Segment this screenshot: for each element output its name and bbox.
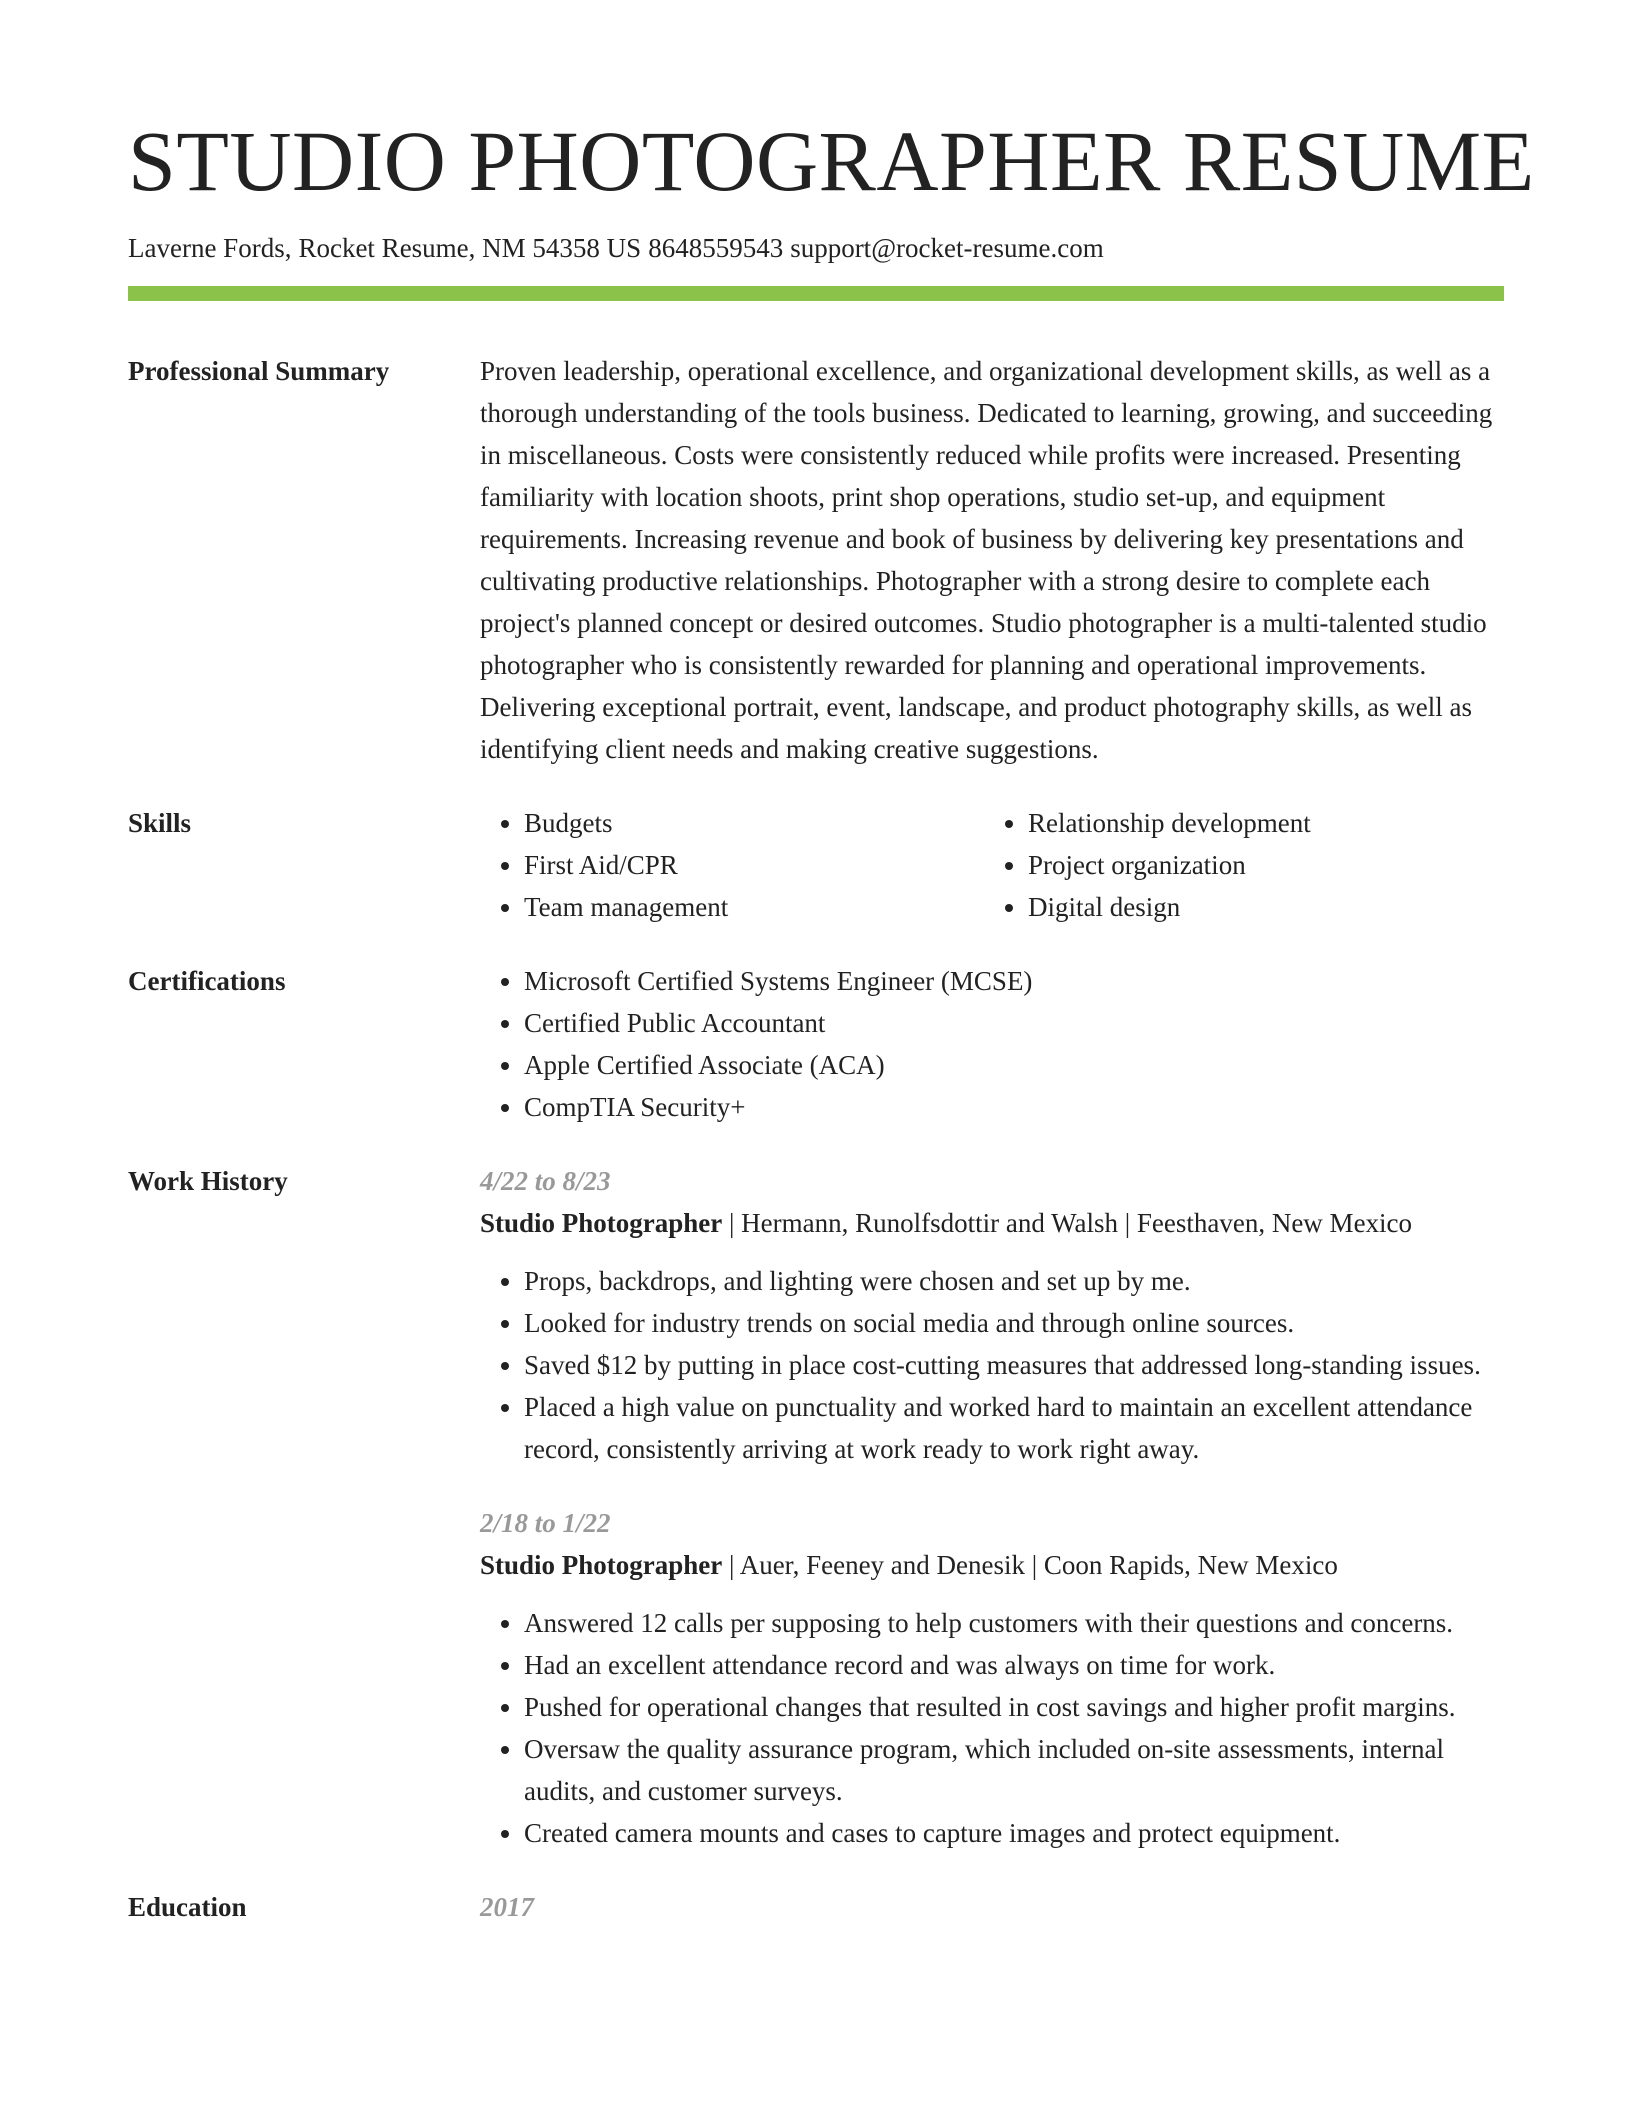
skill-item: • Project organization (1028, 844, 1488, 886)
job-dates: 4/22 to 8/23 (480, 1166, 611, 1196)
certification-item: • Certified Public Accountant (524, 1002, 1504, 1044)
section-body (480, 1886, 1504, 1928)
job-title: Studio Photographer (480, 1208, 723, 1238)
contact-name: Laverne Fords, (128, 233, 292, 263)
skill-item: • Budgets (524, 802, 984, 844)
header-divider (128, 286, 1504, 301)
job-entry (480, 1160, 1504, 1470)
contact-line (128, 232, 1104, 264)
job-bullet: • Pushed for operational changes that resulted in cost savings and higher profit margins. (524, 1686, 1504, 1728)
job-details: | Auer, Feeney and Denesik | Coon Rapids, New Mexico (722, 1550, 1338, 1580)
contact-email: support@rocket-resume.com (790, 233, 1104, 263)
certification-item: • Microsoft Certified Systems Engineer (MCSE) (524, 960, 1504, 1002)
skill-item: • Relationship development (1028, 802, 1488, 844)
job-bullets (480, 1602, 1504, 1854)
job-title: Studio Photographer (480, 1550, 723, 1580)
job-dates: 2/18 to 1/22 (480, 1508, 611, 1538)
section-label: Education (128, 1892, 247, 1922)
contact-phone: 8648559543 (648, 233, 784, 263)
section-certifications (128, 960, 1504, 1128)
section-skills (128, 802, 1504, 928)
skill-item: • Digital design (1028, 886, 1488, 928)
section-label: Professional Summary (128, 356, 390, 386)
section-professional-summary (128, 350, 1504, 770)
job-bullet: • Looked for industry trends on social media and through online sources. (524, 1302, 1504, 1344)
job-details: | Hermann, Runolfsdottir and Walsh | Feesthaven, New Mexico (722, 1208, 1413, 1238)
skill-item: • Team management (524, 886, 984, 928)
section-body (480, 960, 1504, 1128)
resume-sections (128, 350, 1504, 1928)
job-bullet: • Placed a high value on punctuality and worked hard to maintain an excellent attendance record, consistently arriving at work ready to work right away. (524, 1386, 1504, 1470)
certification-item: • Apple Certified Associate (ACA) (524, 1044, 1504, 1086)
section-education (128, 1886, 1504, 1928)
section-label: Skills (128, 808, 192, 838)
certifications-list (480, 960, 1504, 1128)
job-bullet: • Saved $12 by putting in place cost-cutting measures that addressed long-standing issues. (524, 1344, 1504, 1386)
section-body (480, 350, 1504, 770)
section-body (480, 1160, 1504, 1886)
job-bullet: • Oversaw the quality assurance program, which included on-site assessments, internal audits, and customer surveys. (524, 1728, 1504, 1812)
skill-item: • First Aid/CPR (524, 844, 984, 886)
job-heading (480, 1544, 1504, 1586)
contact-address: Rocket Resume, NM 54358 US (298, 233, 642, 263)
job-bullet: • Answered 12 calls per supposing to help customers with their questions and concerns. (524, 1602, 1504, 1644)
job-bullet: • Had an excellent attendance record and was always on time for work. (524, 1644, 1504, 1686)
certification-item: • CompTIA Security+ (524, 1086, 1504, 1128)
education-dates: 2017 (480, 1892, 534, 1922)
section-label: Certifications (128, 966, 286, 996)
summary-text: Proven leadership, operational excellence, and organizational development skills, as well as a thorough understanding of the tools business. Dedicated to learning, growing, and succeeding in miscellaneous. Costs were consistently reduced while profits were increased. Presenting familiarity with location shoots, print shop operations, studio set-up, and equipment requirements. Increasing revenue and book of business by delivering key presentations and cultivating productive relationships. Photographer with a strong desire to complete each project's planned concept or desired outcomes. Studio photographer is a multi-talented studio photographer who is consistently rewarded for planning and operational improvements. Delivering exceptional portrait, event, landscape, and product photography skills, as well as identifying client needs and making creative suggestions. (480, 356, 1493, 764)
job-bullet: • Props, backdrops, and lighting were chosen and set up by me. (524, 1260, 1504, 1302)
section-work-history (128, 1160, 1504, 1886)
skills-column-2 (984, 802, 1488, 928)
resume-title: STUDIO PHOTOGRAPHER RESUME (128, 113, 1535, 209)
job-heading (480, 1202, 1504, 1244)
skills-grid (480, 802, 1504, 928)
skills-column-1 (480, 802, 984, 928)
job-bullet: • Created camera mounts and cases to capture images and protect equipment. (524, 1812, 1504, 1854)
job-entry (480, 1502, 1504, 1854)
job-bullets (480, 1260, 1504, 1470)
section-label: Work History (128, 1166, 288, 1196)
